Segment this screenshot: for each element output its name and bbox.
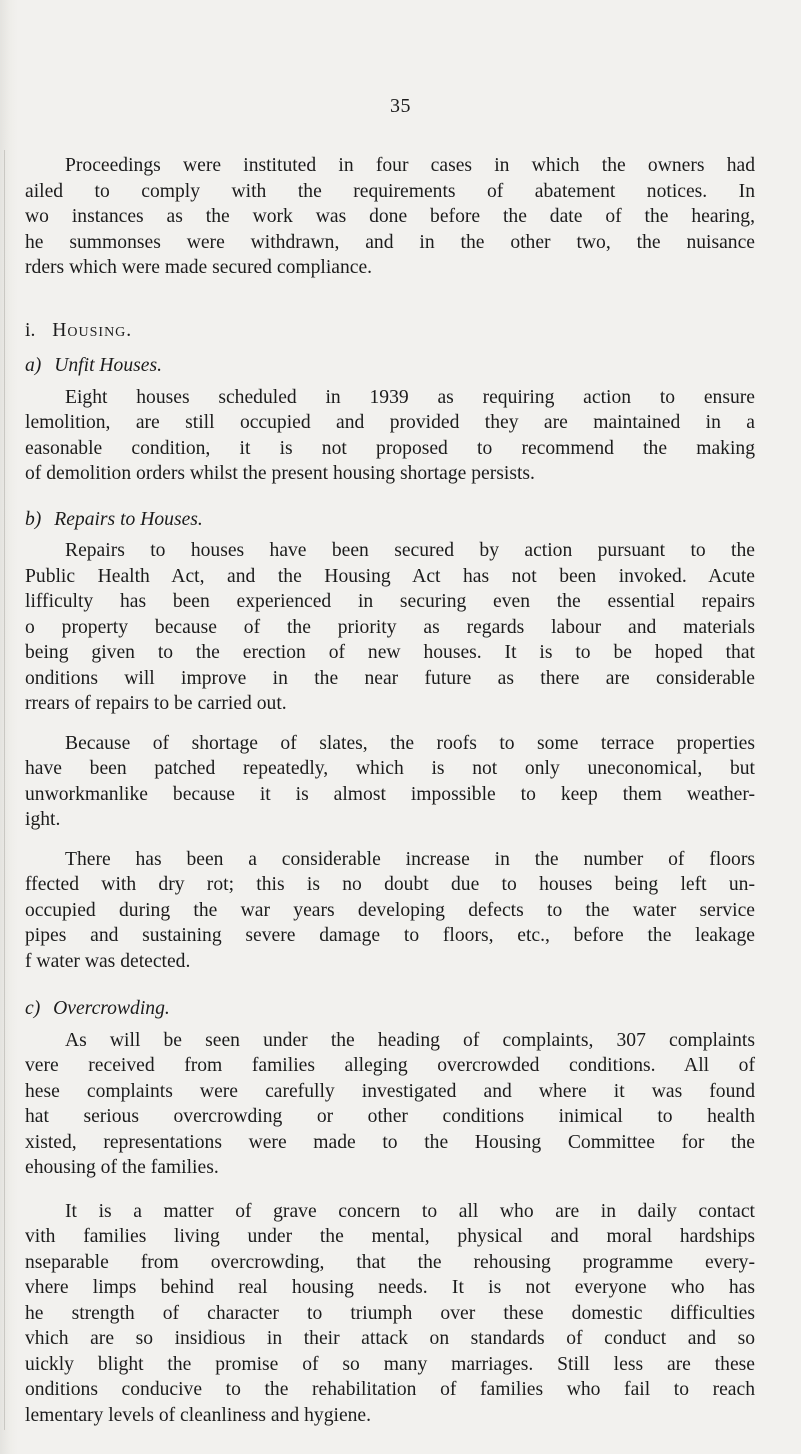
text-line: ailed to comply with the requirements of abatement notices. In [25, 180, 755, 202]
text-line: onditions conducive to the rehabilitation of families who fail to reach [25, 1379, 755, 1400]
page-gutter-shadow [0, 0, 18, 1454]
unfit-houses-paragraph [25, 385, 755, 487]
text-line: he summonses were withdrawn, and in the other two, the nuisance [25, 231, 755, 253]
text-line: vhere limps behind real housing needs. It is not everyone who has [25, 1277, 755, 1298]
section-number: i. [25, 319, 36, 341]
subsection-title: Overcrowding. [53, 998, 170, 1019]
text-line: vere received from families alleging overcrowded conditions. All of [25, 1055, 755, 1076]
subsection-heading-repairs [25, 507, 755, 533]
text-line: uickly blight the promise of so many marriages. Still less are these [25, 1353, 755, 1375]
text-line: Public Health Act, and the Housing Act has not been invoked. Acute [25, 565, 755, 587]
overcrowding-paragraph-2 [25, 1199, 755, 1429]
text-line: of demolition orders whilst the present housing shortage persists. [25, 463, 535, 484]
document-body [25, 153, 755, 1428]
text-line: ight. [25, 809, 61, 830]
binding-edge [4, 150, 5, 1430]
text-line: have been patched repeatedly, which is not only uneconomical, but [25, 758, 755, 779]
text-line: he strength of character to triumph over these domestic difficulties [25, 1302, 755, 1324]
text-line: onditions will improve in the near future as there are considerable [25, 667, 755, 689]
section-title: Housing. [52, 319, 133, 341]
text-line: hat serious overcrowding or other conditions inimical to health [25, 1106, 755, 1127]
text-line: wo instances as the work was done before the date of the hearing, [25, 206, 755, 227]
subsection-heading-unfit-houses [25, 353, 755, 379]
text-line: easonable condition, it is not proposed to recommend the making [25, 437, 755, 459]
text-line: vhich are so insidious in their attack on standards of conduct and so [25, 1328, 755, 1349]
text-line: nseparable from overcrowding, that the rehousing programme every- [25, 1251, 755, 1273]
subsection-heading-overcrowding [25, 996, 755, 1022]
text-line: Proceedings were instituted in four cases in which the owners had [65, 155, 755, 176]
text-line: As will be seen under the heading of complaints, 307 complaints [65, 1029, 755, 1051]
text-line: It is a matter of grave concern to all who are in daily contact [65, 1200, 755, 1222]
text-line: hese complaints were carefully investigated and where it was found [25, 1080, 755, 1102]
intro-paragraph [25, 153, 755, 281]
text-line: Repairs to houses have been secured by action pursuant to the [65, 540, 755, 561]
text-line: Eight houses scheduled in 1939 as requiring action to ensure [65, 386, 755, 408]
text-line: ffected with dry rot; this is no doubt due to houses being left un- [25, 874, 755, 895]
text-line: pipes and sustaining severe damage to floors, etc., before the leakage [25, 925, 755, 946]
subsection-title: Repairs to Houses. [54, 508, 203, 530]
text-line: f water was detected. [25, 950, 191, 972]
text-line: There has been a considerable increase in the number of floors [65, 848, 755, 870]
repairs-paragraph-2 [25, 731, 755, 833]
overcrowding-paragraph-1 [25, 1028, 755, 1181]
text-line: lementary levels of cleanliness and hygiene. [25, 1404, 372, 1426]
text-line: lifficulty has been experienced in securing even the essential repairs [25, 591, 755, 612]
text-line: being given to the erection of new houses. It is to be hoped that [25, 642, 755, 663]
text-line: vith families living under the mental, physical and moral hardships [25, 1226, 755, 1247]
text-line: o property because of the priority as regards labour and materials [25, 616, 755, 638]
text-line: occupied during the war years developing defects to the water service [25, 899, 755, 921]
section-heading [25, 318, 755, 344]
repairs-paragraph-1 [25, 538, 755, 717]
subsection-label: a) [25, 355, 42, 376]
subsection-title: Unfit Houses. [54, 355, 162, 376]
text-line: xisted, representations were made to the Housing Committee for the [25, 1131, 755, 1153]
text-line: unworkmanlike because it is almost impossible to keep them weather- [25, 783, 755, 805]
repairs-paragraph-3 [25, 847, 755, 975]
subsection-label: b) [25, 508, 42, 530]
subsection-label: c) [25, 998, 41, 1019]
text-line: lemolition, are still occupied and provided they are maintained in a [25, 412, 755, 433]
text-line: rders which were made secured compliance. [25, 257, 373, 278]
page-number: 35 [390, 95, 411, 117]
text-line: ehousing of the families. [25, 1157, 219, 1178]
text-line: Because of shortage of slates, the roofs to some terrace properties [65, 732, 755, 754]
text-line: rrears of repairs to be carried out. [25, 693, 287, 714]
